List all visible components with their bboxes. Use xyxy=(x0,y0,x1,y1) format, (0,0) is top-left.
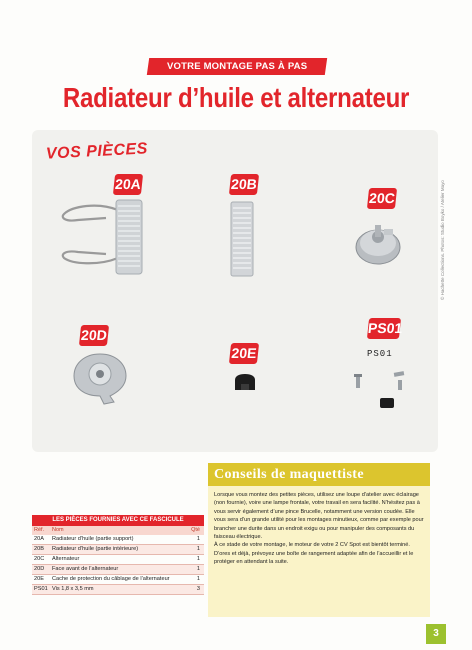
part-tag-20e: 20E xyxy=(229,343,259,364)
tips-paragraph: À ce stade de votre montage, le moteur de votre 2 CV Spot est bientôt terminé. D’ores et déjà, prévoyez une boîte de rangement adaptée afin de l’accueillir et le protéger en attendant la suite. xyxy=(214,542,414,566)
row-qte: 3 xyxy=(196,586,200,592)
table-row xyxy=(32,565,204,575)
alternator-front-image xyxy=(70,350,130,406)
banner-text: VOTRE MONTAGE PAS À PAS xyxy=(166,61,308,72)
part-tag-20d: 20D xyxy=(79,325,109,346)
part-tag-20c: 20C xyxy=(367,188,397,209)
row-ref: 20C xyxy=(34,556,45,562)
row-ref: 20B xyxy=(34,546,44,552)
table-row xyxy=(32,555,204,565)
screws-image xyxy=(350,368,410,414)
alternator-image xyxy=(350,215,406,267)
cable-cover-image xyxy=(232,372,258,394)
row-qte: 1 xyxy=(196,556,200,562)
screw-bag-label: PS01 xyxy=(367,349,393,359)
col-nom: Nom xyxy=(52,527,64,533)
tips-paragraph: Lorsque vous montez des petites pièces, utilisez une loupe d’atelier avec éclairage (non fournie), voire une lampe frontale, votre travail en sera facilité. N’hésitez pas à vous servir également d’une pince Brucelle, notamment une version coudée. Elle vous sera d’un grande utilité pour les montages minutieux, comme par exemple pour brancher une durite dans un endroit exigu ou pour manipuler des composants du faisceau électrique. xyxy=(214,492,424,541)
tips-text xyxy=(208,486,430,567)
part-tag-ps01: PS01 xyxy=(367,318,401,339)
parts-table-body xyxy=(32,535,204,595)
table-row xyxy=(32,545,204,555)
section-banner xyxy=(147,58,327,75)
row-nom: Vis 1,8 x 3,5 mm xyxy=(52,586,94,592)
page-title: Radiateur d’huile et alternateur xyxy=(62,82,410,113)
row-qte: 1 xyxy=(196,536,200,542)
radiator-support-image xyxy=(58,196,150,278)
part-tag-20a: 20A xyxy=(113,174,143,195)
tips-box xyxy=(208,463,430,617)
row-nom: Radiateur d’huile (partie support) xyxy=(52,536,134,542)
row-qte: 1 xyxy=(196,566,200,572)
col-qte: Qté xyxy=(191,527,200,533)
row-nom: Alternateur xyxy=(52,556,80,562)
row-nom: Cache de protection du câblage de l’alternateur xyxy=(52,576,170,582)
row-ref: 20A xyxy=(34,536,44,542)
tips-title: Conseils de maquettiste xyxy=(208,463,430,486)
table-row xyxy=(32,535,204,545)
radiator-core-image xyxy=(228,200,256,278)
row-nom: Face avant de l’alternateur xyxy=(52,566,119,572)
parts-table-title: LES PIÈCES FOURNIES AVEC CE FASCICULE xyxy=(32,515,204,526)
row-ref: PS01 xyxy=(34,586,48,592)
page-number: 3 xyxy=(426,624,446,644)
row-ref: 20E xyxy=(34,576,44,582)
row-ref: 20D xyxy=(34,566,45,572)
col-ref: Réf. xyxy=(34,527,45,533)
row-nom: Radiateur d’huile (partie intérieure) xyxy=(52,546,139,552)
table-row xyxy=(32,575,204,585)
row-qte: 1 xyxy=(196,576,200,582)
table-row xyxy=(32,585,204,595)
photo-credit: © Hachette Collections. Photos: Studio Boyko / Atelier Mayo xyxy=(440,180,445,300)
part-tag-20b: 20B xyxy=(229,174,259,195)
row-qte: 1 xyxy=(196,546,200,552)
parts-table-header xyxy=(32,526,204,535)
section-heading: VOS PIÈCES xyxy=(45,140,149,163)
